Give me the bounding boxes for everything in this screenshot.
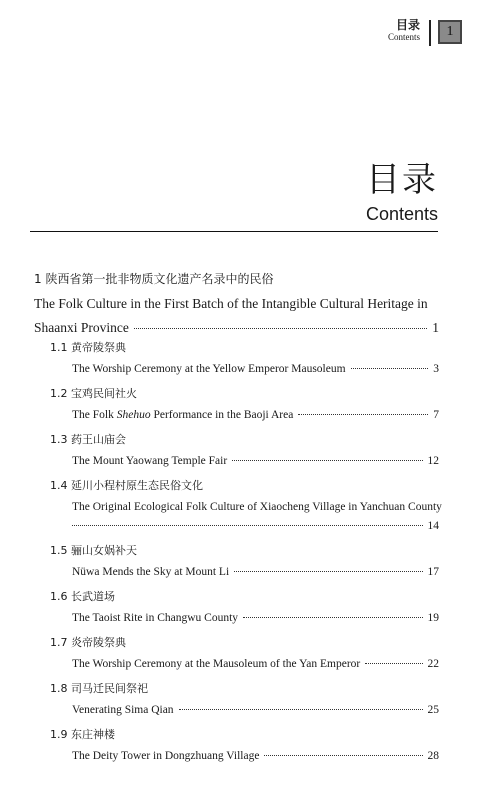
toc-entry-1-9 [50, 727, 439, 766]
entry-title-en: The Taoist Rite in Changwu County [72, 612, 239, 624]
entry-line [72, 360, 439, 379]
running-header [280, 18, 480, 48]
running-header-page-number: 1 [438, 20, 462, 44]
toc-entries [50, 340, 442, 773]
dot-leader [134, 328, 427, 329]
entry-page-number: 3 [433, 363, 439, 375]
toc-entry-1-1 [50, 340, 439, 379]
entry-title-en: The Worship Ceremony at the Yellow Emperor Mausoleum [72, 363, 346, 375]
entry-heading-cn: 1.5 骊山女娲补天 [50, 544, 137, 557]
chapter-1 [34, 270, 439, 340]
entry-page-number: 7 [433, 409, 439, 421]
entry-page-number: 12 [427, 455, 439, 467]
toc-entry-1-4 [50, 478, 442, 536]
dot-leader [365, 663, 422, 664]
dot-leader [264, 755, 422, 756]
dot-leader [179, 709, 423, 710]
dot-leader [72, 525, 423, 526]
entry-title-emphasis: Shehuo [116, 409, 151, 421]
toc-entry-1-6 [50, 589, 439, 628]
entry-heading-cn: 1.1 黄帝陵祭典 [50, 341, 126, 354]
entry-line [72, 563, 439, 582]
entry-block [72, 498, 442, 536]
entry-leader-row [72, 517, 439, 536]
chapter-title-en-line1: The Folk Culture in the First Batch of the Intangible Cultural Heritage in [34, 296, 428, 311]
entry-title-en [72, 406, 293, 425]
toc-entry-1-2 [50, 386, 439, 425]
entry-heading-cn: 1.7 炎帝陵祭典 [50, 636, 126, 649]
chapter-heading-cn: 1 陕西省第一批非物质文化遗产名录中的民俗 [34, 272, 274, 286]
chapter-title-en [34, 292, 439, 340]
entry-title-post: Performance in the Baoji Area [150, 409, 294, 421]
entry-title-en: The Mount Yaowang Temple Fair [72, 455, 228, 467]
entry-line [72, 406, 439, 425]
entry-heading-cn: 1.4 延川小程村原生态民俗文化 [50, 479, 203, 492]
toc-entry-1-5 [50, 543, 439, 582]
chapter-title-en-line2-row [34, 316, 439, 340]
chapter-title-en-line2: Shaanxi Province [34, 320, 129, 335]
dot-leader [298, 414, 428, 415]
entry-line [72, 452, 439, 471]
dot-leader [232, 460, 422, 461]
entry-page-number: 22 [427, 658, 439, 670]
entry-title-en: The Deity Tower in Dongzhuang Village [72, 750, 260, 762]
page-title [366, 160, 438, 226]
dot-leader [351, 368, 429, 369]
dot-leader [234, 571, 422, 572]
entry-line [72, 655, 439, 674]
running-header-divider [429, 20, 431, 46]
running-header-text [388, 18, 420, 43]
entry-line [72, 747, 439, 766]
entry-title-en: Nüwa Mends the Sky at Mount Li [72, 566, 230, 578]
entry-title-en: The Worship Ceremony at the Mausoleum of the Yan Emperor [72, 658, 361, 670]
entry-page-number: 25 [427, 704, 439, 716]
entry-title-en: Venerating Sima Qian [72, 704, 174, 716]
entry-heading-cn: 1.9 东庄神楼 [50, 728, 115, 741]
title-rule [30, 231, 438, 232]
entry-page-number: 19 [427, 612, 439, 624]
page-title-en: Contents [365, 204, 438, 224]
page-title-cn: 目录 [366, 160, 438, 200]
dot-leader [243, 617, 422, 618]
entry-heading-cn: 1.8 司马迁民间祭祀 [50, 682, 148, 695]
entry-line [72, 609, 439, 628]
entry-page-number: 17 [427, 566, 439, 578]
toc-entry-1-3 [50, 432, 439, 471]
toc-entry-1-7 [50, 635, 439, 674]
running-header-title-en: Contents [387, 32, 420, 42]
entry-heading-cn: 1.2 宝鸡民间社火 [50, 387, 137, 400]
entry-heading-cn: 1.3 药王山庙会 [50, 433, 126, 446]
entry-title-en: The Original Ecological Folk Culture of Xiaocheng Village in Yanchuan County [72, 501, 442, 513]
entry-title-pre: The Folk [72, 409, 117, 421]
chapter-page-number: 1 [432, 320, 439, 335]
entry-heading-cn: 1.6 长武道场 [50, 590, 115, 603]
running-header-title-cn: 目录 [395, 18, 420, 32]
entry-page-number: 14 [427, 520, 439, 532]
entry-page-number: 28 [427, 750, 439, 762]
toc-entry-1-8 [50, 681, 439, 720]
entry-line [72, 701, 439, 720]
